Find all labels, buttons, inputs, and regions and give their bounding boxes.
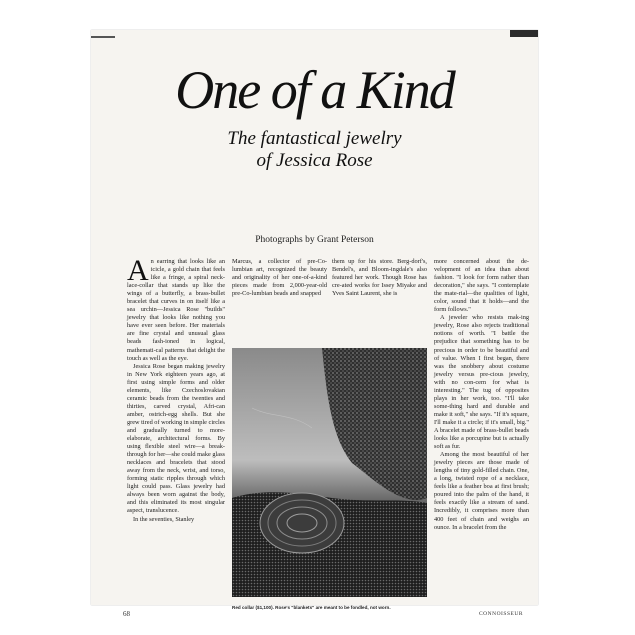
magazine-page — [91, 30, 538, 618]
paragraph: Marcus, a collector of pre-Co-lumbian art, recognized the beauty and originality of her one-of-a-kind pieces made from 2,000-year-old pre-Co-lumbian beads and snapped — [232, 258, 327, 298]
text-column-3 — [332, 258, 427, 342]
text-column-2 — [232, 258, 327, 342]
page-edge-mark — [510, 30, 538, 37]
article-title: One of a Kind — [175, 60, 454, 120]
drop-cap: A — [127, 254, 149, 287]
paragraph: A jeweler who resists mak-ing jewelry, Rose also rejects traditional notions of worth. "I battle the prejudice that something has to be precious in order to be beautiful and of value. When I first began, there was the snobbery about costume jewelry versus pre-cious jewelry, with no con-cern for what is interesting." The tug of opposites plays in her work, too. "I'll take some-thing hard and durable and make it soft," she says. "If it's square, I'll make it a circle; if it's small, big." A bracelet made of brass-bullet beads looks like a porcupine but is actually soft as fur. — [434, 314, 529, 451]
paragraph: more concerned about the de-velopment of an idea than about fashion. "I look for form rather than decoration," she says. "I contemplate the mate-rial—the qualities of light, color, sound that it holds—and the form follows." — [434, 258, 529, 314]
paragraph-text: n earring that looks like an icicle, a gold chain that feels like a fringe, a spiral neck-lace-collar that stands up like the wings of a butterfly, a brass-bullet bracelet that curves in on itself like a sea urchin—Jessica Rose "builds" jewelry that looks like nothing you have ever seen before. Her materials are fine crystal and unusual glass beads fash-ioned in logical, mathemati-cal patterns that delight the touch as well as the eye. — [127, 258, 225, 362]
magazine-name: CONNOISSEUR — [479, 611, 524, 617]
paragraph: Among the most beautiful of her jewelry pieces are those made of lengths of tiny gold-filled chain. One, a long, twisted rope of a necklace, feels like a feather boa at first brush; poured into the palm of the hand, it feels exactly like a stream of sand. Incredibly, it comprises more than 400 feet of chain and weighs an ounce. In a bracelet from the — [434, 451, 529, 531]
text-column-4 — [434, 258, 529, 598]
jewelry-photo-image — [232, 348, 427, 597]
jewelry-photo — [232, 348, 427, 597]
paragraph: Jessica Rose began making jewelry in New York eighteen years ago, at first using simple forms and older elements, like Czechoslovakian ceramic beads from the twenties and thirties, carved crystal, Afri-can amber, ostrich-egg shells. But she grew tired of working in simple circles and gradually turned to more-elaborate, architectural forms. By using flexible steel wire—a break-through for her—she could make glass necklaces and bracelets that stood away from the neck, wrist, and torso, forming static ripples through which light could pass. Glass jewelry had always been worn against the body, and this eliminated its most singular aspect, translucence. — [127, 362, 225, 515]
subtitle-line: of Jessica Rose — [256, 150, 373, 171]
paragraph: them up for his store. Berg-dorf's, Bendel's, and Bloom-ingdale's also featured her work. Though Rose has cre-ated works for Issey Miyake and Yves Saint Laurent, she is — [332, 258, 427, 298]
paragraph: In the seventies, Stanley — [133, 515, 195, 523]
subtitle-line: The fantastical jewelry — [227, 128, 402, 149]
text-column-1 — [127, 254, 225, 596]
photo-credit: Photographs by Grant Peterson — [255, 235, 374, 245]
photo-caption: Red collar ($1,100). Rose's "blankets" are meant to be fondled, not worn. — [232, 605, 391, 610]
page-edge-mark — [91, 36, 115, 38]
page-number: 68 — [123, 610, 130, 618]
paragraph — [127, 254, 225, 363]
article-subtitle — [91, 128, 538, 172]
